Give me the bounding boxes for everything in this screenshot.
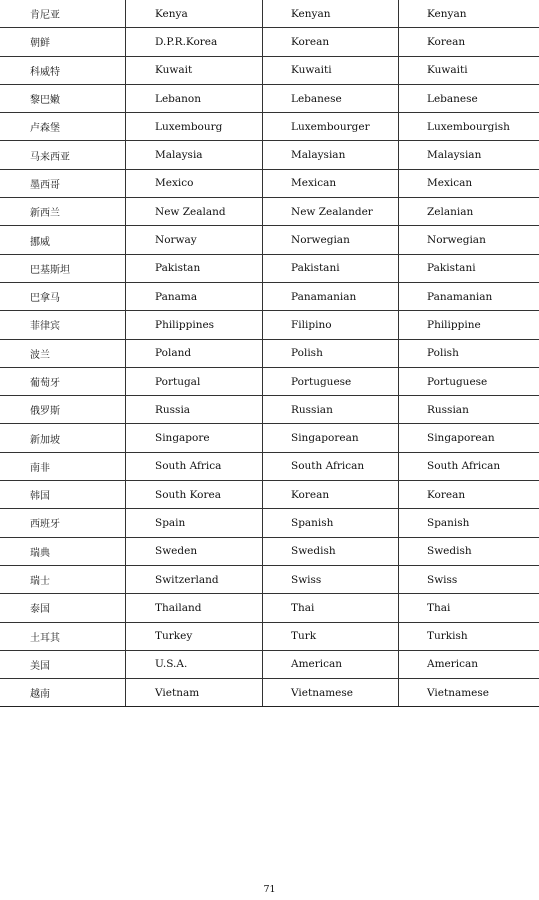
adjective-cell: Korean [427,488,466,501]
person-nationality-cell: Singaporean [263,424,399,451]
adjective-cell: Spanish [427,516,470,529]
person-nationality-cell: Kuwaiti [263,57,399,84]
chinese-name-cell: 瑞士 [0,566,126,593]
chinese-name-cell: 墨西哥 [0,170,126,197]
adjective-cell: Portuguese [427,375,488,388]
person-nationality-cell: Panamanian [263,283,399,310]
country-cell: Lebanon [126,85,263,112]
adjective-cell: Panamanian [427,290,493,303]
country-cell: Malaysia [126,141,263,168]
person-nationality-cell: Pakistani [263,255,399,282]
table-row [0,84,539,112]
table-row [0,254,539,282]
table-row [0,395,539,423]
person-nationality-cell: American [263,651,399,678]
table-row [0,56,539,84]
country-cell: Mexico [126,170,263,197]
table-row [0,27,539,55]
person-nationality-cell: Polish [263,340,399,367]
table-row [0,508,539,536]
adjective-cell: Swedish [427,545,472,558]
person-nationality-cell: Swiss [263,566,399,593]
adjective-cell: South African [427,460,501,473]
country-cell: New Zealand [126,198,263,225]
table-row [0,593,539,621]
chinese-name-cell: 韩国 [0,481,126,508]
table-row [0,367,539,395]
person-nationality-cell: Thai [263,594,399,621]
country-cell: Kenya [126,0,263,27]
person-nationality-cell: Malaysian [263,141,399,168]
table-row [0,225,539,253]
chinese-name-cell: 肯尼亚 [0,0,126,27]
country-cell: Vietnam [126,679,263,706]
country-cell: Turkey [126,623,263,650]
table-row [0,678,539,706]
country-cell: Portugal [126,368,263,395]
adjective-cell: Polish [427,347,459,360]
table-row [0,112,539,140]
country-cell: Panama [126,283,263,310]
chinese-name-cell: 新西兰 [0,198,126,225]
country-cell: Spain [126,509,263,536]
person-nationality-cell: Mexican [263,170,399,197]
chinese-name-cell: 科威特 [0,57,126,84]
person-nationality-cell: Luxembourger [263,113,399,140]
country-cell: Russia [126,396,263,423]
table-row [0,0,539,27]
table-row [0,282,539,310]
adjective-cell: Malaysian [427,149,482,162]
table-row [0,169,539,197]
chinese-name-cell: 波兰 [0,340,126,367]
table-row [0,565,539,593]
country-cell: U.S.A. [126,651,263,678]
chinese-name-cell: 西班牙 [0,509,126,536]
chinese-name-cell: 菲律宾 [0,311,126,338]
adjective-cell: Swiss [427,573,458,586]
adjective-cell: Norwegian [427,234,486,247]
person-nationality-cell: Swedish [263,538,399,565]
person-nationality-cell: New Zealander [263,198,399,225]
chinese-name-cell: 挪威 [0,226,126,253]
country-cell: Kuwait [126,57,263,84]
adjective-cell: Singaporean [427,432,495,445]
table-row [0,622,539,650]
chinese-name-cell: 朝鲜 [0,28,126,55]
chinese-name-cell: 新加坡 [0,424,126,451]
country-cell: South Korea [126,481,263,508]
person-nationality-cell: Portuguese [263,368,399,395]
chinese-name-cell: 黎巴嫩 [0,85,126,112]
adjective-cell: Vietnamese [427,686,489,699]
chinese-name-cell: 马来西亚 [0,141,126,168]
adjective-cell: Kuwaiti [427,64,468,77]
country-cell: Sweden [126,538,263,565]
chinese-name-cell: 泰国 [0,594,126,621]
chinese-name-cell: 南非 [0,453,126,480]
chinese-name-cell: 土耳其 [0,623,126,650]
adjective-cell: Pakistani [427,262,476,275]
chinese-name-cell: 美国 [0,651,126,678]
country-cell: Philippines [126,311,263,338]
adjective-cell: Turkish [427,630,468,643]
chinese-name-cell: 越南 [0,679,126,706]
table-row [0,310,539,338]
person-nationality-cell: Korean [263,481,399,508]
chinese-name-cell: 卢森堡 [0,113,126,140]
chinese-name-cell: 俄罗斯 [0,396,126,423]
country-cell: D.P.R.Korea [126,28,263,55]
table-row [0,650,539,678]
person-nationality-cell: Vietnamese [263,679,399,706]
table-row [0,197,539,225]
country-cell: Norway [126,226,263,253]
person-nationality-cell: Turk [263,623,399,650]
chinese-name-cell: 瑞典 [0,538,126,565]
chinese-name-cell: 巴拿马 [0,283,126,310]
table-row [0,423,539,451]
person-nationality-cell: Lebanese [263,85,399,112]
adjective-cell: Mexican [427,177,473,190]
country-cell: Pakistan [126,255,263,282]
adjective-cell: Korean [427,35,466,48]
person-nationality-cell: Spanish [263,509,399,536]
adjective-cell: American [427,658,479,671]
country-cell: Singapore [126,424,263,451]
adjective-cell: Philippine [427,318,481,331]
country-cell: Thailand [126,594,263,621]
adjective-cell: Zelanian [427,205,474,218]
adjective-cell: Kenyan [427,7,467,20]
country-cell: Switzerland [126,566,263,593]
adjective-cell: Russian [427,403,469,416]
person-nationality-cell: Korean [263,28,399,55]
table-row [0,140,539,168]
page-number: 71 [263,884,276,895]
country-cell: Poland [126,340,263,367]
person-nationality-cell: South African [263,453,399,480]
person-nationality-cell: Russian [263,396,399,423]
adjective-cell: Thai [427,601,451,614]
table-row [0,339,539,367]
chinese-name-cell: 巴基斯坦 [0,255,126,282]
adjective-cell: Lebanese [427,92,478,105]
adjective-cell: Luxembourgish [427,120,510,133]
table-row [0,452,539,480]
chinese-name-cell: 葡萄牙 [0,368,126,395]
table-row [0,537,539,565]
person-nationality-cell: Norwegian [263,226,399,253]
person-nationality-cell: Kenyan [263,0,399,27]
person-nationality-cell: Filipino [263,311,399,338]
country-cell: South Africa [126,453,263,480]
table-row [0,480,539,508]
country-cell: Luxembourg [126,113,263,140]
